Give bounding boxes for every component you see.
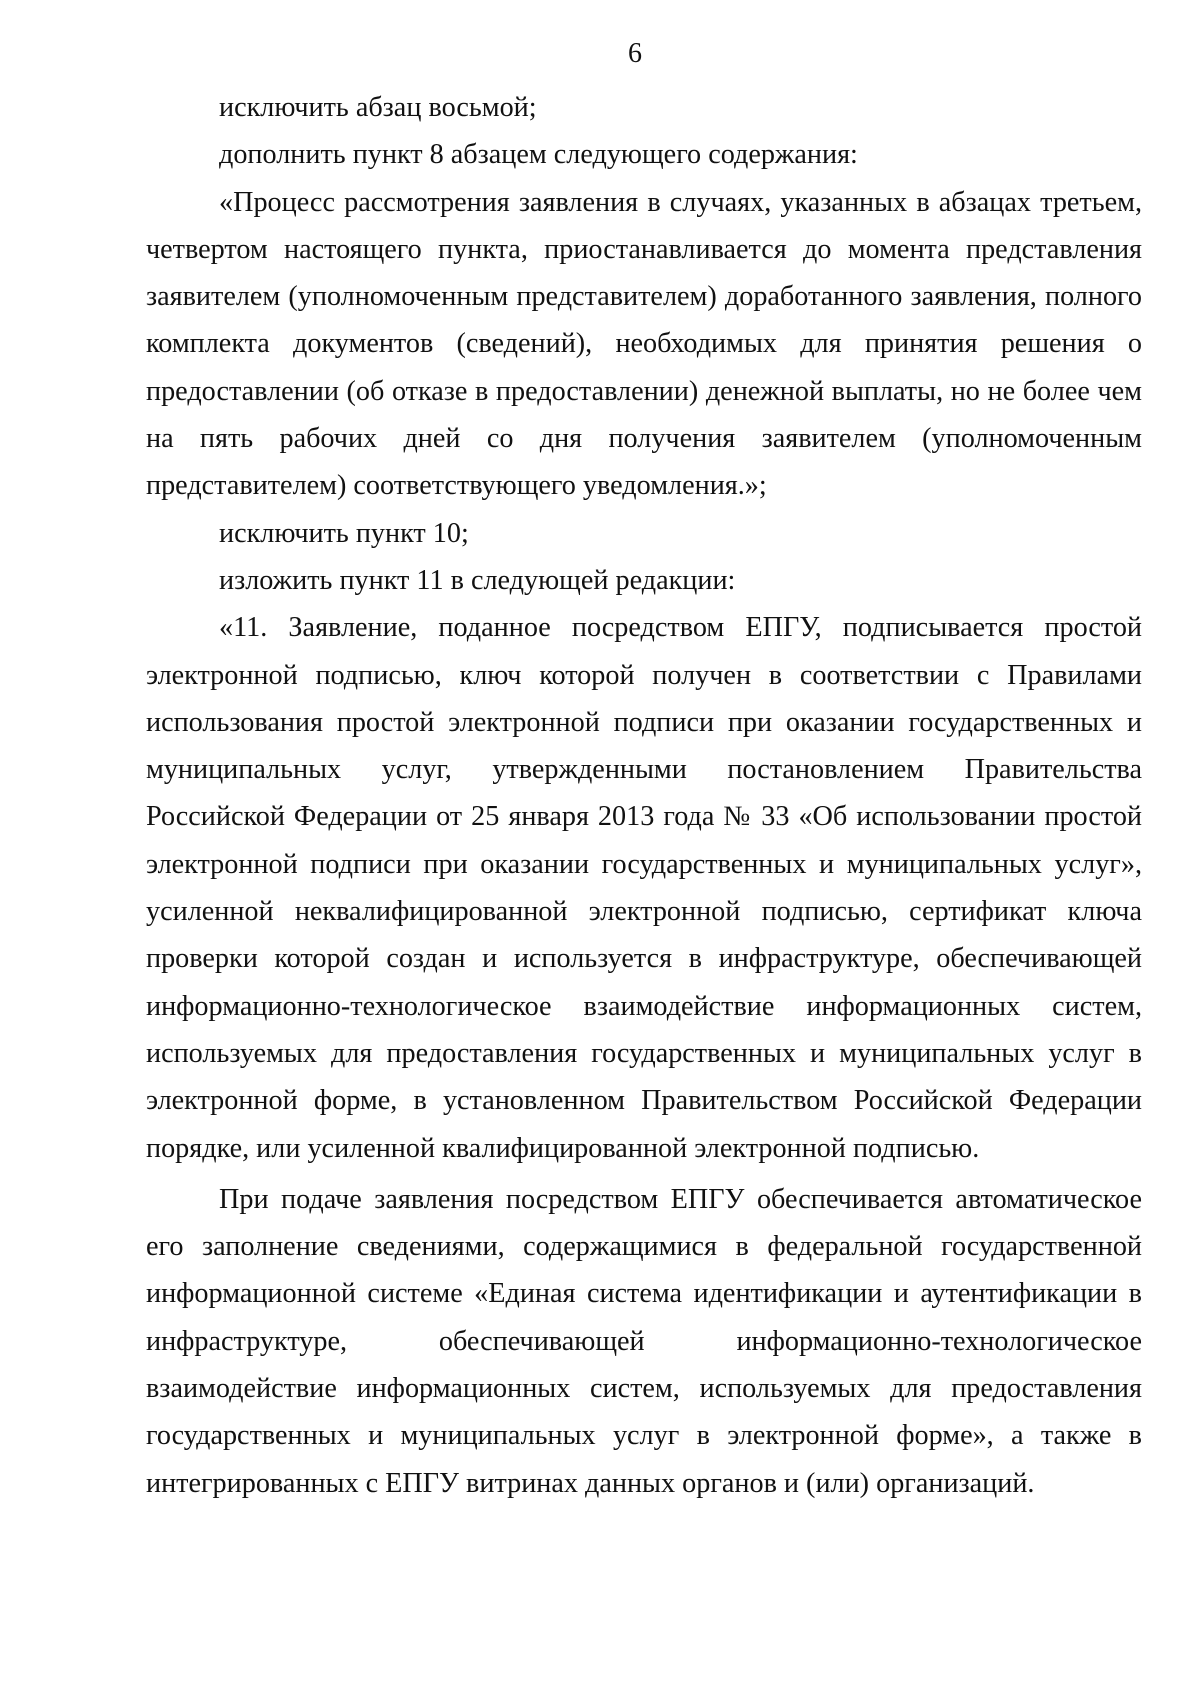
paragraph-supplement-point-8: дополнить пункт 8 абзацем следующего содержания:	[219, 139, 858, 171]
paragraph-point-11-text: «11. Заявление, поданное посредством ЕПГУ, подписывается простой электронной подписью, ключ которой получен в соответствии с Правилами использования простой электронной подписи при оказании государственных и муниципальных услуг, утвержденными постановлением Правительства Российской Федерации от 25 января 2013 года № 33 «Об использовании простой электронной подписи при оказании государственных и муниципальных услуг», усиленной неквалифицированной электронной подписью, сертификат ключа проверки которой создан и используется в инфраструктуре, обеспечивающей информационно-технологическое взаимодействие информационных систем, используемых для предоставления государственных и муниципальных услуг в электронной форме, в установленном Правительством Российской Федерации порядке, или усиленной квалифицированной электронной подписью.	[146, 612, 1142, 1164]
page-number: 6	[628, 38, 642, 69]
document-body	[146, 84, 1142, 1507]
paragraph-restate-point-11: изложить пункт 11 в следующей редакции:	[219, 564, 736, 596]
paragraph-exclude-eighth-abzac: исключить абзац восьмой;	[219, 92, 537, 123]
paragraph-exclude-point-10: исключить пункт 10;	[219, 517, 469, 549]
paragraph-epgu-autofill: При подаче заявления посредством ЕПГУ обеспечивается автоматическое его заполнение сведениями, содержащимися в федеральной государственной информационной системе «Единая система идентификации и аутентификации в инфраструктуре, обеспечивающей информационно-технологическое взаимодействие информационных систем, используемых для предоставления государственных и муниципальных услуг в электронной форме», а также в интегрированных с ЕПГУ витринах данных органов и (или) организаций.	[146, 1183, 1142, 1499]
paragraph-process-review: «Процесс рассмотрения заявления в случаях, указанных в абзацах третьем, четвертом настоящего пункта, приостанавливается до момента представления заявителем (уполномоченным представителем) доработанного заявления, полного комплекта документов (сведений), необходимых для принятия решения о предоставлении (об отказе в предоставлении) денежной выплаты, но не более чем на пять рабочих дней со дня получения заявителем (уполномоченным представителем) соответствующего уведомления.»;	[146, 186, 1142, 502]
